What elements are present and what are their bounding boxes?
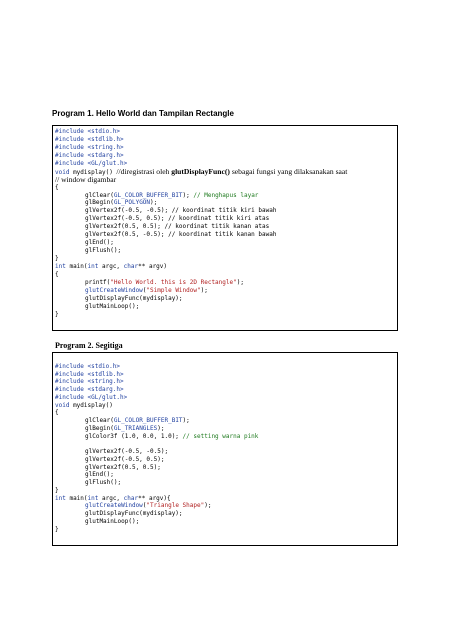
code-line: #include <stdarg.h> bbox=[55, 151, 124, 159]
code-text: glClear( bbox=[85, 417, 114, 424]
string-literal: "Hello World. this is 2D Rectangle" bbox=[110, 278, 237, 286]
code-text: glClear( bbox=[85, 191, 114, 199]
keyword: int bbox=[87, 494, 99, 502]
note-bold-text: glutDisplayFunc() bbox=[171, 166, 230, 176]
code-text: printf( bbox=[85, 278, 111, 286]
code-text: glBegin( bbox=[85, 199, 114, 207]
code-line: #include <GL/glut.h> bbox=[55, 393, 128, 401]
code-line: glVertex2f(0.5, 0.5); bbox=[85, 463, 161, 471]
constant: GL_TRIANGLES bbox=[113, 424, 158, 432]
code-line: #include <stdio.h> bbox=[55, 128, 121, 135]
code-line bbox=[55, 502, 397, 510]
keyword: void bbox=[55, 168, 70, 176]
code-text: ); bbox=[236, 278, 244, 286]
code-line bbox=[55, 495, 397, 503]
code-line bbox=[55, 279, 397, 287]
constant: GL_COLOR_BUFFER_BIT bbox=[113, 191, 183, 199]
code-line: #include <string.h> bbox=[55, 378, 124, 386]
note-text: //diregistrasi oleh bbox=[116, 166, 172, 176]
function-name: glutCreateWindow bbox=[85, 502, 143, 510]
code-line: glutDisplayFunc(mydisplay); bbox=[85, 294, 183, 302]
code-line: glutDisplayFunc(mydisplay); bbox=[85, 510, 183, 517]
code-line: glVertex2f(0.5, -0.5); // koordinat titik kanan bawah bbox=[85, 231, 277, 239]
code-line: #include <GL/glut.h> bbox=[55, 159, 128, 167]
code-line: #include <stdarg.h> bbox=[55, 386, 124, 393]
code-line: #include <stdlib.h> bbox=[55, 370, 124, 378]
code-text: argc, bbox=[98, 262, 124, 270]
code-line: } bbox=[55, 486, 59, 494]
keyword: int bbox=[55, 262, 66, 270]
code-line: { bbox=[55, 409, 59, 417]
code-line bbox=[55, 417, 397, 425]
code-text: ); bbox=[200, 286, 208, 294]
constant: GL_POLYGON bbox=[113, 199, 151, 207]
code-line: glFlush(); bbox=[85, 479, 122, 486]
code-text: glColor3f (1.0, 0.0, 1.0); bbox=[85, 432, 183, 440]
code-text: ); bbox=[150, 199, 158, 207]
program2-code-block bbox=[52, 352, 398, 546]
code-text: ( bbox=[142, 502, 147, 510]
code-line bbox=[55, 176, 397, 184]
code-line: glutMainLoop(); bbox=[85, 517, 140, 525]
code-line: #include <stdlib.h> bbox=[55, 135, 124, 143]
code-line bbox=[55, 402, 397, 410]
code-line: glVertex2f(-0.5, 0.5); // koordinat titik kiri atas bbox=[85, 215, 270, 223]
string-literal: "Simple Window" bbox=[146, 286, 201, 294]
keyword: char bbox=[123, 494, 139, 502]
code-line: } bbox=[55, 310, 59, 318]
program1-code-block bbox=[52, 125, 398, 331]
blank-line bbox=[55, 355, 397, 363]
code-line bbox=[55, 263, 397, 271]
code-text: ); bbox=[182, 191, 194, 199]
string-literal: "Triangle Shape" bbox=[146, 502, 205, 510]
code-line: } bbox=[55, 525, 59, 533]
code-text: main( bbox=[65, 494, 88, 502]
program2-heading: Program 2. Segitiga bbox=[55, 341, 123, 350]
code-line: glutMainLoop(); bbox=[85, 302, 140, 310]
code-line: glVertex2f(0.5, 0.5); // koordinat titik kanan atas bbox=[85, 223, 270, 231]
code-text: ); bbox=[182, 417, 190, 424]
code-line: glFlush(); bbox=[85, 247, 122, 255]
code-line: { bbox=[55, 270, 59, 278]
code-line bbox=[55, 287, 397, 295]
code-line bbox=[55, 192, 397, 200]
code-line: glEnd(); bbox=[85, 471, 114, 479]
blank-line bbox=[55, 440, 397, 448]
code-text: glBegin( bbox=[85, 424, 114, 432]
keyword: void bbox=[55, 401, 70, 409]
code-line bbox=[55, 425, 397, 433]
code-text: mydisplay() bbox=[69, 401, 113, 409]
constant: GL_COLOR_BUFFER_BIT bbox=[113, 417, 183, 424]
code-text: argc, bbox=[98, 494, 124, 502]
comment: // Menghapus layar bbox=[193, 191, 259, 199]
code-line bbox=[55, 433, 397, 441]
note-text: sebagai fungsi yang dilaksanakan saat bbox=[229, 166, 348, 176]
code-text: mydisplay() bbox=[69, 168, 117, 176]
code-line: glEnd(); bbox=[85, 239, 114, 247]
code-text: ); bbox=[204, 502, 212, 510]
code-text: main( bbox=[65, 262, 88, 270]
keyword: int bbox=[87, 262, 99, 270]
code-text: ** argv) bbox=[138, 262, 168, 270]
code-text: ); bbox=[157, 424, 165, 432]
code-line: #include <stdio.h> bbox=[55, 362, 121, 370]
code-line bbox=[55, 199, 397, 207]
code-line: glVertex2f(-0.5, 0.5); bbox=[85, 455, 165, 463]
code-text: ( bbox=[142, 286, 147, 294]
code-line: } bbox=[55, 255, 59, 262]
note-text: // window digambar bbox=[55, 174, 117, 184]
code-text: ** argv){ bbox=[138, 494, 171, 502]
keyword: char bbox=[123, 262, 139, 270]
code-line: glVertex2f(-0.5, -0.5); // koordinat titik kiri bawah bbox=[85, 207, 277, 215]
code-line: #include <string.h> bbox=[55, 143, 124, 151]
keyword: int bbox=[55, 494, 66, 502]
program1-heading: Program 1. Hello World dan Tampilan Rectangle bbox=[52, 109, 234, 118]
code-line: glVertex2f(-0.5, -0.5); bbox=[85, 448, 169, 455]
function-name: glutCreateWindow bbox=[85, 286, 143, 294]
code-line: { bbox=[55, 183, 59, 191]
comment: // setting warna pink bbox=[182, 432, 259, 440]
